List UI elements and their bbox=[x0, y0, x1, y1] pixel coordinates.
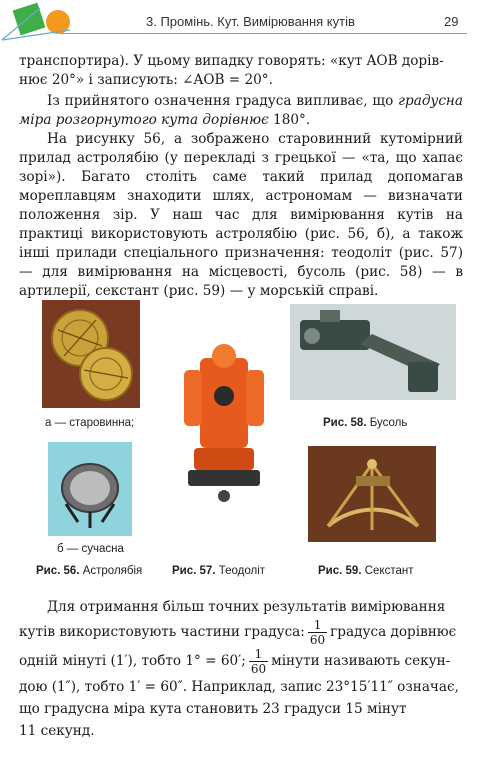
fraction-numerator: 1 bbox=[308, 618, 327, 633]
text-lead: Із прийнятого означення градуса випливає, що bbox=[47, 93, 399, 109]
chapter-logo-icon bbox=[0, 0, 80, 46]
fig58-name: Бусоль bbox=[369, 417, 408, 429]
paragraph-straight-angle bbox=[19, 92, 463, 130]
header-rule bbox=[60, 33, 467, 34]
bussole-photo bbox=[290, 304, 456, 400]
definition-emphasis: градусна міра розгорнутого кута дорівнює bbox=[19, 93, 463, 128]
text-segment: одній мінуті (1′), тобто 1° = 60′; bbox=[19, 653, 246, 669]
astrolabe-text: На рисунку 56, а зображено старовинний кутомірний прилад астролябію (у перекладі з грецької — «та, що хапає зорі»). Багато століть саме такий прилад допомагав мореплавцям знаходити шлях, астрономам — визначати положення зір. У наш час для вимірювання кутів на практиці використовують астролябію (рис. 56, б), а також інші прилади спеціального призначення: теодоліт (рис. 57) — для вимірювання на місцевості, бусоль (рис. 58) — в артилерії, секстант (рис. 59) — у морській справі. bbox=[19, 131, 463, 299]
fig57-label: Рис. 57. bbox=[172, 565, 216, 577]
paragraph-minutes-seconds bbox=[19, 596, 463, 742]
fig59-label: Рис. 59. bbox=[318, 565, 362, 577]
paragraph-protractor bbox=[19, 52, 463, 90]
text-line: що градусна міра кута становить 23 градуси 15 мінут bbox=[19, 701, 407, 717]
text-line: транспортира). У цьому випадку говорять: «кут AOB дорів- bbox=[19, 53, 444, 69]
sextant-photo bbox=[308, 446, 436, 542]
text-segment: мінути називають секун- bbox=[271, 653, 451, 669]
text-line bbox=[19, 647, 463, 676]
theodolite-photo bbox=[178, 336, 270, 506]
text-line bbox=[19, 618, 463, 647]
page-number: 29 bbox=[444, 14, 459, 29]
caption-56b: б — сучасна bbox=[57, 543, 124, 555]
astrolabe-old-photo bbox=[42, 300, 140, 408]
fig58-label: Рис. 58. bbox=[323, 417, 367, 429]
caption-56 bbox=[36, 565, 142, 577]
text-line: Для отримання більш точних результатів вимірювання bbox=[47, 599, 446, 615]
fraction-denominator: 60 bbox=[250, 662, 267, 676]
fraction-denominator: 60 bbox=[309, 633, 326, 647]
text-tail: 180°. bbox=[268, 112, 311, 128]
caption-59 bbox=[318, 565, 413, 577]
text-line: дою (1″), тобто 1′ = 60″. Наприклад, запис 23°15′11″ означає, bbox=[19, 679, 459, 695]
fraction-one-sixtieth bbox=[249, 647, 268, 676]
chapter-title: 3. Промінь. Кут. Вимірювання кутів bbox=[146, 14, 355, 29]
page-header bbox=[0, 0, 487, 46]
caption-57 bbox=[172, 565, 265, 577]
caption-56a: а — старовинна; bbox=[45, 417, 135, 429]
text-segment: кутів використовують частини градуса: bbox=[19, 624, 305, 640]
fig57-name: Теодоліт bbox=[218, 565, 266, 577]
text-segment: градуса дорівнює bbox=[330, 624, 457, 640]
fraction-one-sixtieth bbox=[308, 618, 327, 647]
fraction-numerator: 1 bbox=[249, 647, 268, 662]
paragraph-astrolabe bbox=[19, 130, 463, 301]
astrolabe-modern-photo bbox=[48, 442, 132, 536]
text-line: нює 20°» і записують: ∠AOB = 20°. bbox=[19, 72, 273, 88]
text-line: 11 секунд. bbox=[19, 723, 95, 739]
fig56-label: Рис. 56. bbox=[36, 565, 80, 577]
fig56-name: Астролябія bbox=[82, 565, 143, 577]
caption-58 bbox=[323, 417, 407, 429]
fig59-name: Секстант bbox=[364, 565, 414, 577]
